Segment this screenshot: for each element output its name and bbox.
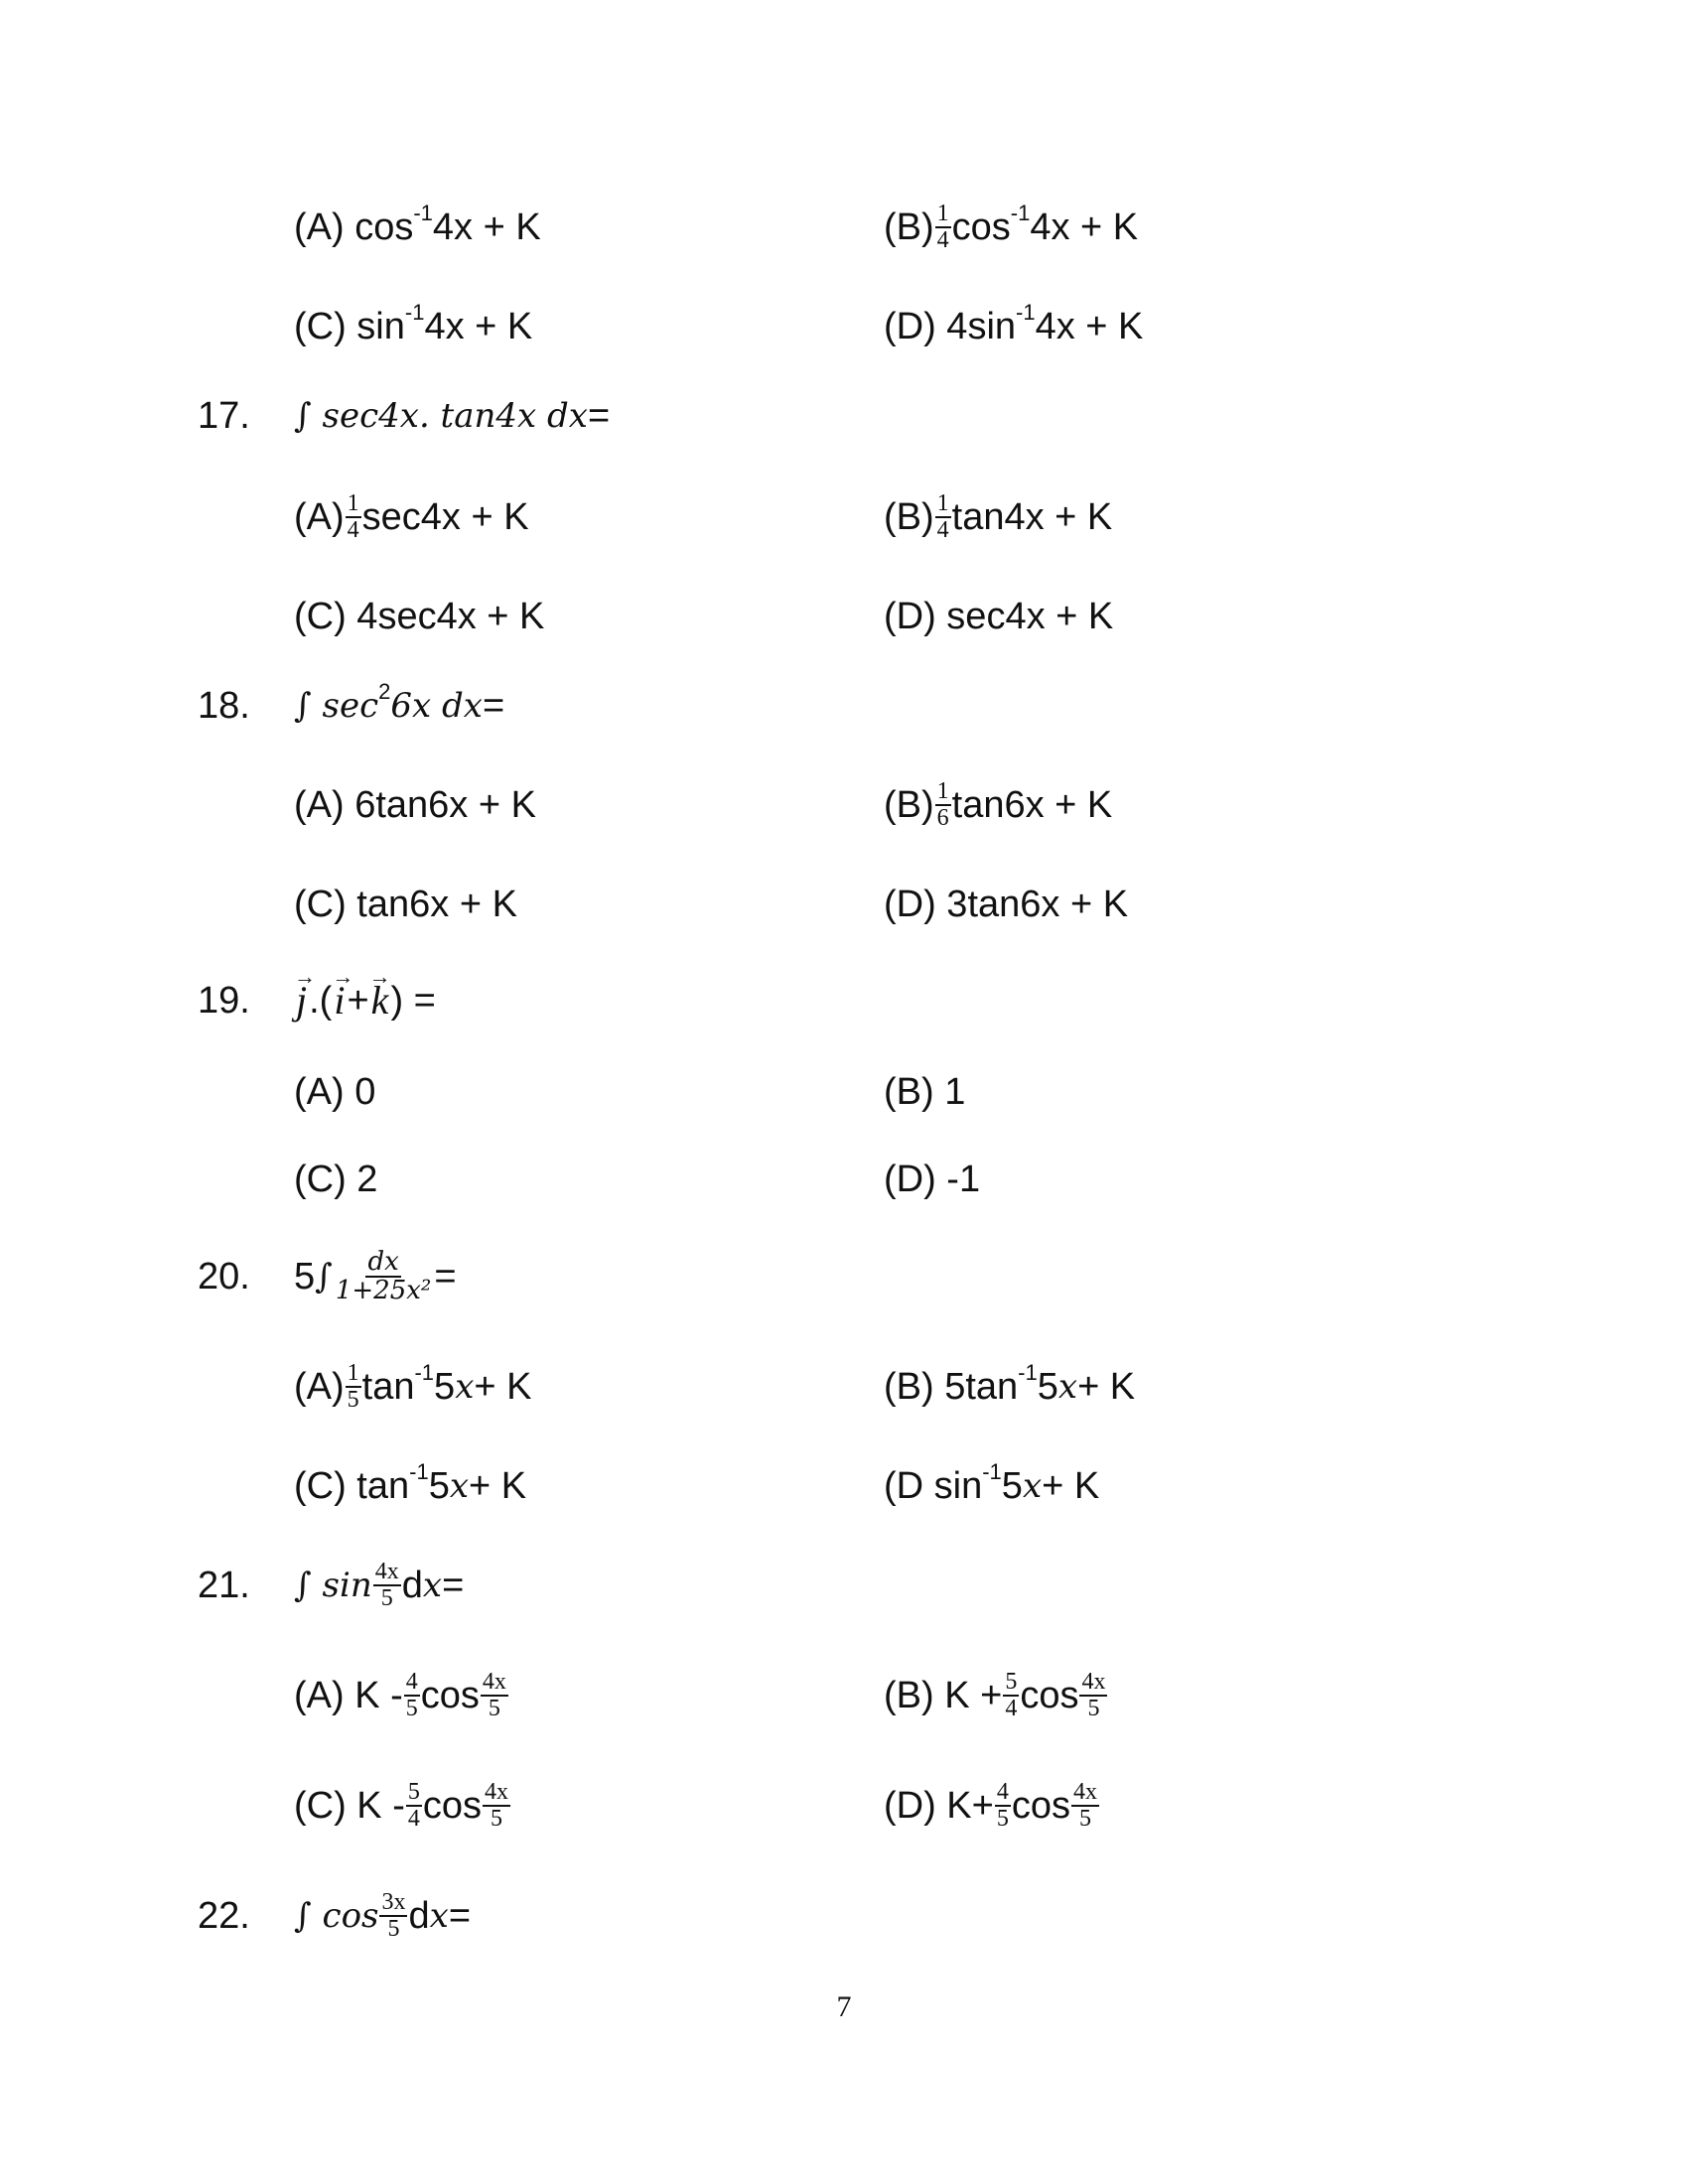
text-segment: (A) 0 — [294, 1071, 376, 1113]
text-segment: cos — [420, 1675, 480, 1716]
answer-option — [884, 1357, 1135, 1417]
answer-option — [294, 1357, 531, 1417]
fraction-numerator: 4x — [481, 1670, 508, 1697]
answer-option — [884, 1456, 1099, 1516]
text-segment: + K — [1042, 1465, 1100, 1507]
superscript: 2 — [378, 679, 391, 704]
fraction-denominator: 5 — [996, 1806, 1009, 1832]
superscript: -1 — [1016, 300, 1036, 325]
math-italic: x — [1022, 1466, 1043, 1506]
text-segment: (C) 2 — [294, 1159, 378, 1200]
fraction-numerator: 1 — [346, 491, 361, 518]
text-segment: (B) K + — [884, 1675, 1003, 1716]
text-segment: (C) sin — [294, 306, 405, 347]
fraction-denominator: 5 — [380, 1585, 393, 1611]
math-italic: x — [422, 1566, 443, 1605]
unit-vector: k → — [369, 971, 391, 1030]
fraction — [373, 1560, 401, 1611]
question-stem — [294, 1886, 471, 1946]
fraction-denominator: 5 — [347, 1387, 359, 1413]
question-stem — [294, 1247, 457, 1306]
answer-option — [294, 1150, 377, 1209]
text-segment: tan6x + K — [951, 784, 1113, 826]
text-segment: 4x + K — [432, 206, 541, 248]
answer-option — [294, 875, 517, 934]
fraction — [346, 1361, 361, 1413]
text-segment: 4x + K — [1030, 206, 1139, 248]
math-italic: x — [455, 1367, 475, 1407]
fraction — [1003, 1670, 1019, 1721]
fraction-denominator: 5 — [488, 1696, 500, 1721]
fraction-numerator: 4x — [373, 1560, 401, 1586]
answer-option — [884, 775, 1112, 835]
text-segment: = — [442, 1565, 465, 1606]
text-segment: + K — [469, 1465, 527, 1507]
fraction-numerator: 3x — [379, 1890, 407, 1917]
text-segment: ) = — [390, 980, 436, 1022]
fraction — [935, 491, 951, 543]
text-segment: (B) — [884, 496, 934, 538]
text-segment: tan — [361, 1366, 415, 1408]
text-segment: (A) cos — [294, 206, 414, 248]
fraction — [995, 1780, 1011, 1832]
page-number: 7 — [836, 1990, 852, 2023]
fraction-numerator: 4 — [995, 1780, 1011, 1807]
superscript: -1 — [413, 201, 433, 225]
question-stem — [294, 676, 504, 736]
answer-option — [884, 587, 1113, 646]
text-segment: (B) — [884, 784, 934, 826]
fraction-numerator: 4 — [404, 1670, 420, 1697]
answer-option — [294, 1776, 511, 1836]
math-italic: x — [429, 1896, 449, 1936]
text-segment: (D) sec4x + K — [884, 596, 1114, 637]
fraction-numerator: 5 — [406, 1780, 422, 1807]
text-segment: d — [401, 1565, 423, 1606]
answer-option — [884, 198, 1138, 257]
fraction-denominator: 1+25x² — [335, 1276, 432, 1305]
text-segment: sec4x + K — [361, 496, 529, 538]
answer-option — [884, 487, 1112, 547]
unit-vector: j → — [294, 971, 309, 1030]
text-segment: (A) K - — [294, 1675, 403, 1716]
text-segment: cos — [1020, 1675, 1079, 1716]
text-segment: (D) -1 — [884, 1159, 981, 1200]
text-segment: .( — [309, 980, 333, 1022]
text-segment: cos — [951, 206, 1011, 248]
text-segment: (B) 1 — [884, 1071, 966, 1113]
text-segment: 5 — [294, 1256, 316, 1297]
question-stem — [294, 971, 436, 1030]
answer-option — [294, 1456, 526, 1516]
fraction — [406, 1780, 422, 1832]
fraction — [1071, 1780, 1099, 1832]
question-number: 17. — [198, 395, 250, 437]
fraction-denominator: 5 — [491, 1806, 503, 1832]
answer-option — [294, 587, 544, 646]
answer-option — [884, 297, 1143, 356]
math-italic: 6x dx — [390, 686, 483, 726]
fraction-denominator: 5 — [1079, 1806, 1091, 1832]
question-number: 18. — [198, 685, 250, 727]
fraction — [379, 1890, 407, 1942]
text-segment: (D) K+ — [884, 1785, 994, 1827]
superscript: -1 — [414, 1360, 435, 1385]
text-segment: (D) 3tan6x + K — [884, 884, 1129, 925]
text-segment: + K — [1077, 1366, 1136, 1408]
text-segment: 4x + K — [424, 306, 533, 347]
answer-option — [884, 875, 1128, 934]
fraction — [404, 1670, 420, 1721]
question-number: 19. — [198, 980, 250, 1022]
answer-option — [294, 1062, 375, 1122]
text-segment: tan4x + K — [951, 496, 1113, 538]
fraction-denominator: 5 — [1087, 1696, 1100, 1721]
math-italic: ∫ — [315, 1257, 333, 1297]
fraction — [935, 779, 951, 831]
text-segment: (B) — [884, 206, 934, 248]
fraction-numerator: 4x — [1079, 1670, 1107, 1697]
text-segment: (D) 4sin — [884, 306, 1017, 347]
fraction-numerator: 4x — [483, 1780, 510, 1807]
text-segment: 5 — [1037, 1366, 1058, 1408]
superscript: -1 — [982, 1459, 1002, 1484]
text-segment: = — [434, 1256, 457, 1297]
fraction-numerator: 5 — [1003, 1670, 1019, 1697]
fraction — [334, 1246, 434, 1305]
math-italic: ∫ cos — [294, 1896, 379, 1936]
fraction — [935, 202, 951, 253]
text-segment: (A) — [294, 1366, 345, 1408]
fraction — [483, 1780, 510, 1832]
question-number: 22. — [198, 1895, 250, 1937]
text-segment: = — [448, 1895, 472, 1937]
fraction-denominator: 4 — [347, 517, 359, 543]
math-italic: ∫ sec — [294, 686, 379, 726]
text-segment: (C) 4sec4x + K — [294, 596, 545, 637]
superscript: -1 — [409, 1459, 429, 1484]
fraction-numerator: 1 — [935, 202, 951, 228]
text-segment: 5 — [428, 1465, 450, 1507]
answer-option — [294, 297, 532, 356]
text-segment: (C) K - — [294, 1785, 405, 1827]
text-segment: (A) — [294, 496, 345, 538]
question-stem — [294, 386, 610, 446]
fraction-denominator: 4 — [407, 1806, 420, 1832]
answer-option — [294, 487, 529, 547]
text-segment: 5 — [434, 1366, 456, 1408]
question-number: 20. — [198, 1256, 250, 1297]
text-segment: (B) 5tan — [884, 1366, 1019, 1408]
fraction-numerator: dx — [367, 1246, 399, 1277]
text-segment: = — [587, 395, 611, 437]
fraction-denominator: 4 — [936, 517, 949, 543]
text-segment: = — [482, 685, 505, 727]
text-segment: + K — [474, 1366, 532, 1408]
text-segment: 5 — [1001, 1465, 1023, 1507]
unit-vector: i → — [332, 971, 347, 1030]
superscript: -1 — [1018, 1360, 1038, 1385]
answer-option — [884, 1666, 1108, 1725]
text-segment: cos — [1011, 1785, 1070, 1827]
text-segment: 4x + K — [1035, 306, 1144, 347]
math-italic: x — [449, 1466, 470, 1506]
text-segment: (D sin — [884, 1465, 983, 1507]
text-segment: d — [408, 1895, 430, 1937]
answer-option — [884, 1150, 980, 1209]
fraction-numerator: 4x — [1071, 1780, 1099, 1807]
fraction-numerator: 1 — [935, 779, 951, 806]
fraction-denominator: 4 — [1005, 1696, 1018, 1721]
fraction — [481, 1670, 508, 1721]
fraction-numerator: 1 — [935, 491, 951, 518]
fraction-numerator: 1 — [346, 1361, 361, 1388]
text-segment: (A) 6tan6x + K — [294, 784, 536, 826]
answer-option — [294, 198, 541, 257]
question-number: 21. — [198, 1565, 250, 1606]
fraction-denominator: 4 — [936, 227, 949, 253]
math-italic: x — [1057, 1367, 1078, 1407]
fraction-denominator: 5 — [405, 1696, 418, 1721]
text-segment: cos — [422, 1785, 483, 1827]
superscript: -1 — [404, 300, 425, 325]
text-segment: (C) tan — [294, 1465, 410, 1507]
math-italic: ∫ sin — [294, 1566, 372, 1605]
fraction — [1079, 1670, 1107, 1721]
superscript: -1 — [1010, 201, 1031, 225]
text-segment: + — [347, 980, 369, 1022]
fraction — [346, 491, 361, 543]
answer-option — [884, 1776, 1100, 1836]
answer-option — [884, 1062, 965, 1122]
fraction-denominator: 6 — [936, 805, 949, 831]
answer-option — [294, 775, 536, 835]
question-stem — [294, 1556, 464, 1615]
answer-option — [294, 1666, 509, 1725]
text-segment: (C) tan6x + K — [294, 884, 517, 925]
fraction-denominator: 5 — [387, 1916, 400, 1942]
math-italic: ∫ sec4x. tan4x dx — [294, 396, 588, 436]
